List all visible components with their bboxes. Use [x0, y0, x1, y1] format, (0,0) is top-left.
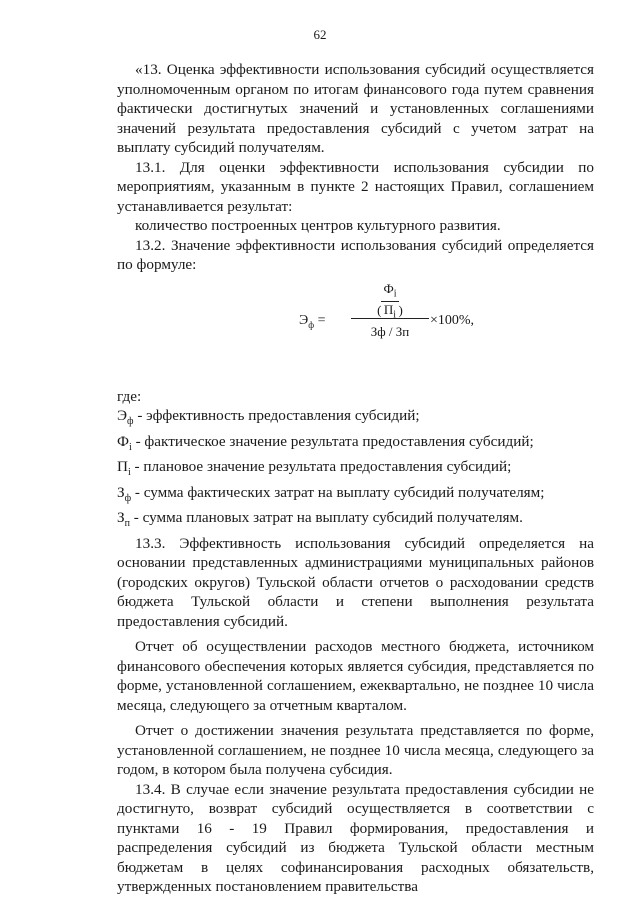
formula-inner-denominator: $П_i$: [383, 302, 397, 321]
where-label: где:: [117, 387, 142, 405]
definition-item: $З_ф$ - сумма фактических затрат на выплату субсидий получателям;: [117, 483, 545, 504]
paragraph-13-4: 13.4. В случае если значение результата предоставления субсидии не достигнуто, возврат субсидий осуществляется в соответствии с пунктами 16 - 19 Правил формирования, предоставления и распределения субсидий из бюджета Тульской области местным бюджетам в целях софинансирования расходных обязательств, утвержденных постановлением правительства: [117, 780, 594, 896]
page-number: 62: [313, 27, 327, 42]
document-body: [117, 60, 594, 897]
definition-item: $З_п$ - сумма плановых затрат на выплату субсидий получателям.: [117, 509, 523, 530]
definitions-list: [117, 406, 594, 534]
formula-inner-numerator: $Ф_i$: [381, 281, 398, 303]
formula-denominator: Зф / Зп: [370, 323, 410, 339]
formula-multiplier: ×100%,: [430, 312, 475, 328]
definition-item: $Э_ф$ - эффективность предоставления субсидий;: [117, 407, 420, 428]
paragraph-expense-report: Отчет об осуществлении расходов местного бюджета, источником финансового обеспечения которых является субсидия, представляется по форме, установленной соглашением, ежеквартально, не позднее 10 числа месяца, следующего за отчетным кварталом.: [117, 638, 594, 714]
definition-item: $П_i$ - плановое значение результата предоставления субсидий;: [117, 458, 512, 479]
efficiency-formula: [117, 275, 594, 387]
paragraph-13-3: 13.3. Эффективность использования субсидий определяется на основании представленных администрациями муниципальных районов (городских округов) Тульской области отчетов о расходовании средств бюджета Тульской области и степени выполнения результата предоставления субсидий.: [117, 534, 594, 630]
formula-lhs: $Э_ф$ =: [299, 312, 326, 330]
paragraph-13-2: 13.2. Значение эффективности использования субсидий определяется по формуле:: [117, 236, 594, 273]
paragraph-result-report: Отчет о достижении значения результата представляется по форме, установленной соглашением, не позднее 10 числа месяца, следующего за годом, в котором была получена субсидия.: [117, 722, 594, 779]
paragraph-13: «13. Оценка эффективности использования субсидий осуществляется уполномоченным органом по итогам финансового года путем сравнения фактически достигнутых значений и установленных соглашениями значений результата предоставления субсидий с учетом затрат на выплату субсидий получателям.: [117, 61, 594, 156]
formula-numerator: ( $\frac{Ф_i}{П_i}$ ): [377, 280, 403, 321]
formula-fraction-line: [351, 318, 429, 319]
paragraph-13-1: 13.1. Для оценки эффективности использования субсидии по мероприятиям, указанным в пункте 2 настоящих Правил, соглашением устанавливается результат:: [117, 158, 594, 215]
paragraph-result: количество построенных центров культурного развития.: [135, 217, 501, 234]
definition-item: $Ф_i$ - фактическое значение результата предоставления субсидий;: [117, 432, 534, 453]
